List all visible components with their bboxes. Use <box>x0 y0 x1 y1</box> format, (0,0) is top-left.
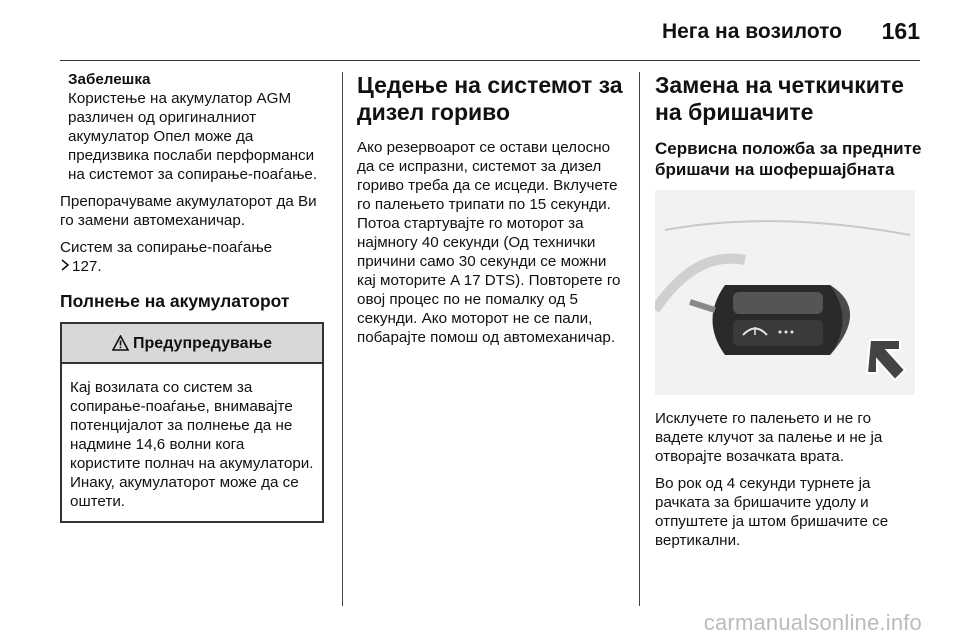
warning-text: Кај возилата со систем за сопирање-поаѓање, внимавајте потенцијалот за полнење да не надмине 14,6 волни кога користите полнач на акумулатори. Инаку, акумулаторот може да се оштети. <box>70 379 314 510</box>
column-divider-2 <box>639 72 640 606</box>
section-heading-battery: Полнење на акумулаторот <box>60 291 290 311</box>
note-label: Забелешка <box>68 71 151 88</box>
right-column <box>655 70 923 558</box>
warning-title: Предупредување <box>133 334 272 352</box>
middle-column <box>357 70 625 355</box>
header-rule <box>60 60 920 61</box>
heading-diesel-drain: Цедење на системот за дизел гориво <box>357 72 623 125</box>
watermark: carmanualsonline.info <box>703 610 922 635</box>
left-paragraph-1: Препорачуваме акумулаторот да Ви го замени автомеханичар. <box>60 193 317 229</box>
column-divider-1 <box>342 72 343 606</box>
warning-header <box>62 324 322 364</box>
middle-paragraph-1: Ако резервоарот се остави целосно да се испразни, системот за дизел гориво треба да се исцеди. Вклучете го палењето трипати по 15 секунди. Потоа стартувајте го моторот за најмногу 40 секунди (Од технички причини само 30 секунди се можни кај моторите A 17 DTS). Повторете го овој процес по не помалку од 5 секунди. Ако моторот не се пали, побарајте помош од автомеханичар. <box>357 139 621 346</box>
page-reference-icon <box>60 257 72 276</box>
page-header-title: Нега на возилото <box>661 20 842 43</box>
wiper-stalk-illustration <box>655 190 915 395</box>
right-paragraph-1: Исклучете го палењето и не го вадете клучот за палење и не ја отворајте возачката врата. <box>655 410 883 465</box>
note-text: Користење на акумулатор AGM различен од оригиналниот акумулатор Опел може да предизвика послаби перформанси на системот за сопирање-поаѓање. <box>68 90 318 183</box>
left-paragraph-2-ref: 127. <box>72 258 102 275</box>
left-paragraph-2 <box>60 238 324 276</box>
left-column <box>60 70 324 523</box>
subheading-service-position: Сервисна положба за предните бришачи на шофершајбната <box>655 139 922 179</box>
heading-wiper-blades: Замена на четкичките на бришачите <box>655 72 904 125</box>
right-paragraph-2: Во рок од 4 секунди турнете ја рачката за бришачите удолу и отпуштете ја штом бришачите се вертикални. <box>655 475 889 549</box>
left-paragraph-2-text: Систем за сопирање-поаѓање <box>60 239 273 256</box>
warning-box <box>60 322 324 523</box>
note-block <box>60 70 324 184</box>
warning-triangle-icon <box>112 335 129 351</box>
page-number: 161 <box>881 18 920 44</box>
